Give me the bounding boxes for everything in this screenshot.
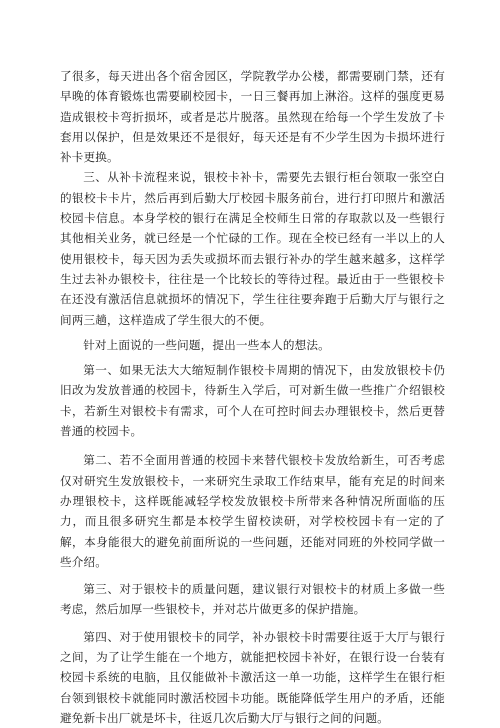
paragraph-process-issue: 三、从补卡流程来说，银校卡补卡，需要先去银行柜台领取一张空白的银校卡卡片，然后再到后勤大厅校园卡服务前台，进行打印照片和激活校园卡信息。本身学校的银行在满足全校师生日常的存取款以及一些银行其他相关业务，就已经是一个忙碌的工作。现在全校已经有一半以上的人使用银校卡，每天因为丢失或损坏而去银行补办的学生越来越多，这样学生过去补办银校卡，往往是一个比较长的等待过程。最近由于一些银校卡在还没有激活信息就损坏的情况下，学生往往要奔跑于后勤大厅与银行之间两三趟，这样造成了学生很大的不便。 <box>60 170 445 327</box>
paragraph-suggestion-four: 第四、对于使用银校卡的同学，补办银校卡时需要往返于大厅与银行之间，为了让学生能在一个地方，就能把校园卡补好，在银行设一台装有校园卡系统的电脑，且仅能做补卡激活这一单一功能，这样学生在银行柜台领到银校卡就能同时激活校园卡功能。既能降低学生用户的矛盾，还能避免新卡出厂就是坏卡，往返几次后勤大厅与银行之间的问题。 <box>60 629 445 725</box>
paragraph-proposal-intro: 针对上面说的一些问题，提出一些本人的想法。 <box>83 337 330 352</box>
paragraph-suggestion-three: 第三、对于银校卡的质量问题，建议银行对银校卡的材质上多做一些考虑，然后加厚一些银校卡，并对芯片做更多的保护措施。 <box>60 582 445 617</box>
paragraph-continued: 了很多，每天进出各个宿舍园区，学院教学办公楼，都需要刷门禁，还有早晚的体育锻炼也需要刷校园卡，一日三餐再加上淋浴。这样的强度更易造成银校卡弯折损坏，或者是芯片脱落。虽然现在给每一个学生发放了卡套用以保护，但是效果还不是很好，每天还是有不少学生因为卡损坏进行补卡更换。 <box>60 69 445 165</box>
paragraph-suggestion-one: 第一、如果无法大大缩短制作银校卡周期的情况下，由发放银校卡仍旧改为发放普通的校园卡，待新生入学后，可对新生做一些推广介绍银校卡，若新生对银校卡有需求，可个人在可控时间去办理银校卡，然后更替普通的校园卡。 <box>60 363 445 439</box>
paragraph-suggestion-two: 第二、若不全面用普通的校园卡来替代银校卡发放给新生，可否考虑仅对研究生发放银校卡，一来研究生录取工作结束早，能有充足的时间来办理银校卡，这样既能减轻学校发放银校卡所带来各种情况所面临的压力，而且很多研究生都是本校学生留校读研，对学校校园卡有一定的了解，本身能很大的避免前面所说的一些问题，还能对同班的外校同学做一些介绍。 <box>60 453 445 569</box>
document-page <box>60 66 445 728</box>
